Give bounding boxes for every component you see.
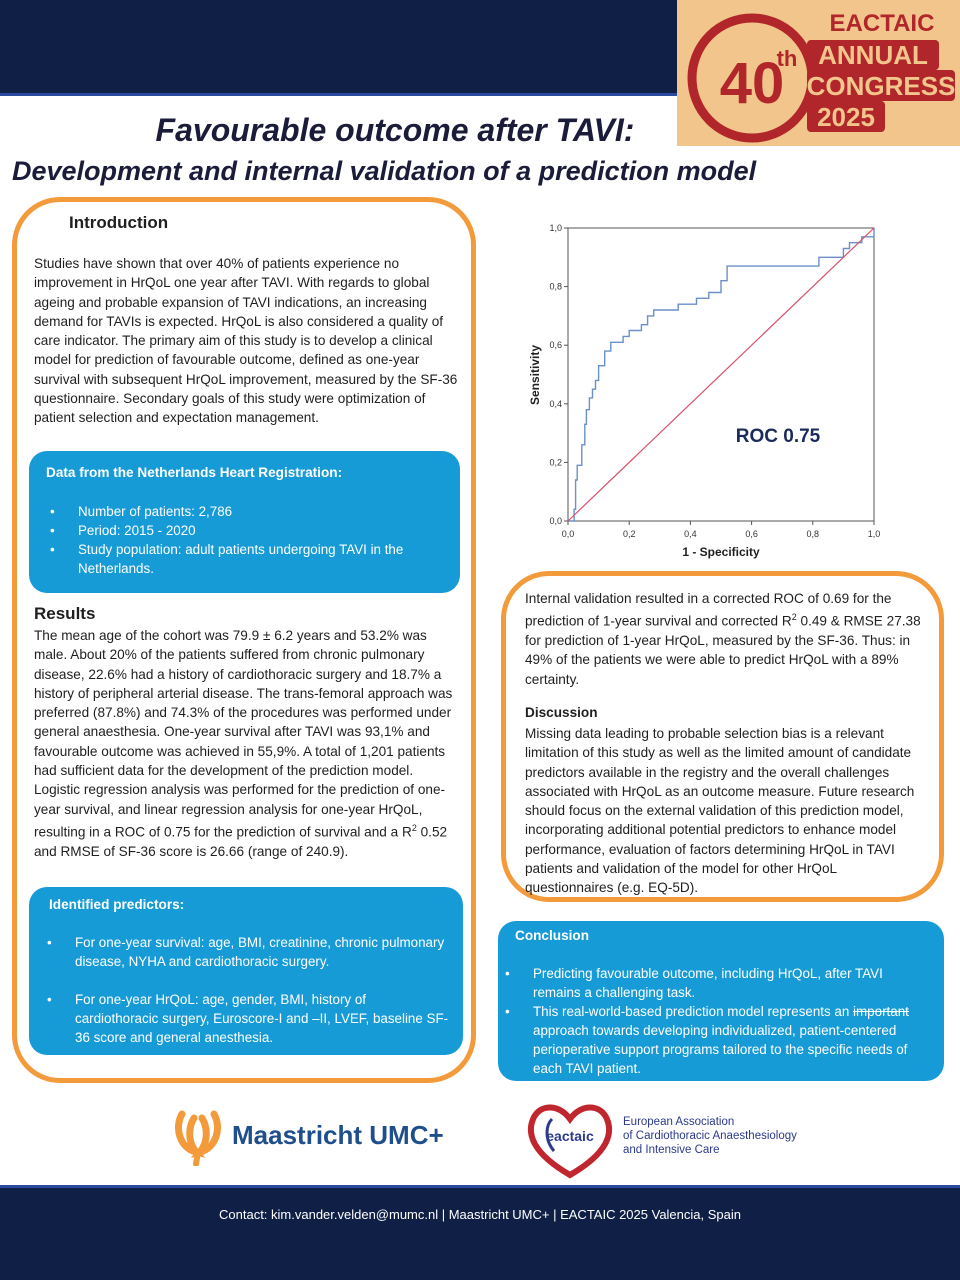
results-text-tail: 0.52 and RMSE of SF-36 score is 26.66 (range of 240.9). bbox=[34, 824, 448, 859]
eactaic-mark-text: eactaic bbox=[546, 1128, 594, 1144]
footer-band bbox=[0, 1185, 960, 1280]
x-tick-label: 0,2 bbox=[622, 529, 636, 539]
results-text-main: The mean age of the cohort was 79.9 ± 6.2 years and 53.2% was male. About 20% of the patients suffered from chronic pulmonary disease, 22.6% had a history of cardiothoracic surgery and 18.7% a history of peripheral arterial disease. The trans-femoral approach was preferred (87.8%) and 74.3% of the procedures was performed under general anaesthesia. One-year survival after TAVI was 93,1% and favourable outcome was achieved in 55,9%. A total of 1,201 patients had sufficient data for the development of the prediction model. Logistic regression analysis was performed for the prediction of one-year survival, and linear regression analysis for one-year HrQoL, resulting in a ROC of 0.75 for the prediction of survival and a R bbox=[34, 628, 453, 840]
y-tick-label: 1,0 bbox=[549, 223, 562, 233]
predictors-list bbox=[43, 933, 451, 1047]
predictors-heading: Identified predictors: bbox=[49, 897, 185, 912]
conclusion-item bbox=[501, 1002, 931, 1078]
roc-y-axis-label: Sensitivity bbox=[528, 344, 542, 406]
poster-title: Favourable outcome after TAVI: bbox=[155, 112, 635, 148]
registry-item: • Study population: adult patients undergoing TAVI in the Netherlands. bbox=[46, 540, 451, 578]
poster-subtitle: Development and internal validation of a prediction model bbox=[12, 156, 757, 186]
registry-heading: Data from the Netherlands Heart Registration: bbox=[46, 465, 343, 480]
mumc-logo-mark bbox=[174, 1108, 224, 1166]
results-text bbox=[34, 626, 458, 861]
congress-org: EACTAIC bbox=[829, 10, 935, 37]
x-tick-label: 1,0 bbox=[867, 529, 881, 539]
conclusion-item: • Predicting favourable outcome, including HrQoL, after TAVI remains a challenging task. bbox=[501, 964, 931, 1002]
eactaic-heart-mark bbox=[524, 1103, 616, 1179]
registry-box bbox=[29, 451, 460, 593]
y-tick-label: 0,0 bbox=[549, 516, 562, 526]
eactaic-logo-text bbox=[623, 1115, 797, 1157]
roc-x-axis-label: 1 - Specificity bbox=[682, 545, 760, 559]
y-tick-label: 0,8 bbox=[549, 281, 562, 292]
mumc-logo bbox=[174, 1108, 474, 1168]
congress-line2: CONGRESS bbox=[806, 71, 956, 101]
results-superscript: 2 bbox=[411, 822, 417, 833]
roc-annotation: ROC 0.75 bbox=[735, 426, 821, 447]
registry-list bbox=[46, 502, 451, 578]
eactaic-line-3: and Intensive Care bbox=[623, 1144, 720, 1156]
x-tick-label: 0,8 bbox=[806, 529, 820, 539]
eactaic-logo bbox=[524, 1103, 824, 1179]
x-tick-label: 0,4 bbox=[684, 529, 697, 539]
registry-item: • Number of patients: 2,786 bbox=[46, 502, 451, 521]
validation-text bbox=[525, 589, 927, 689]
conclusion-item2-start: This real-world-based prediction model represents an bbox=[533, 1004, 854, 1019]
conclusion-list bbox=[501, 964, 931, 1078]
x-tick-label: 0,0 bbox=[561, 529, 575, 539]
discussion-heading: Discussion bbox=[525, 705, 598, 720]
y-tick-label: 0,6 bbox=[549, 340, 562, 351]
congress-number: 40 bbox=[719, 51, 785, 116]
introduction-text: Studies have shown that over 40% of patients experience no improvement in HrQoL one year after TAVI. With regards to global ageing and probable expansion of TAVI indications, an increasing demand for TAVIs is expected. HrQoL is also considered a quality of care indicator. The primary aim of this study is to develop a clinical model for prediction of favourable outcome, defined as one-year survival with subsequent HrQoL improvement, measured by the SF-36 questionnaire. Secondary goals of this study were optimization of patient selection and expectation management. bbox=[34, 256, 458, 426]
conclusion-heading: Conclusion bbox=[515, 928, 590, 943]
introduction-heading: Introduction bbox=[69, 213, 169, 232]
discussion-text: Missing data leading to probable selection bias is a relevant limitation of this study as well as the limited amount of candidate predictors available in the registry and the overall challenges associated with HrQoL as an outcome measure. Future research should focus on the external validation of this prediction model, incorporating additional potential predictors to enhance model performance, evaluation of factors determining HrQoL in TAVI patients and validation of the model for other HrQoL questionnaires (e.g. EQ-5D). bbox=[525, 726, 915, 896]
congress-line1: ANNUAL bbox=[818, 40, 928, 70]
predictor-item: • For one-year HrQoL: age, gender, BMI, history of cardiothoracic surgery, Euroscore-I and –II, LVEF, baseline SF-36 score and general anesthesia. bbox=[43, 990, 451, 1047]
conclusion-item2-end: approach towards developing individualized, patient-centered perioperative support programs tailored to the specific needs of each TAVI patient. bbox=[533, 1023, 908, 1076]
eactaic-line-1: European Association bbox=[623, 1116, 735, 1128]
footer-contact: Contact: kim.vander.velden@mumc.nl | Maastricht UMC+ | EACTAIC 2025 Valencia, Spain bbox=[219, 1207, 741, 1222]
registry-item: • Period: 2015 - 2020 bbox=[46, 521, 451, 540]
validation-text-a: Internal validation resulted in a corrected ROC of 0.69 for the prediction of 1-year survival and corrected R bbox=[525, 591, 892, 629]
results-heading: Results bbox=[34, 604, 96, 623]
conclusion-struck-word: important bbox=[853, 1004, 909, 1019]
mumc-logo-text: Maastricht UMC+ bbox=[232, 1120, 444, 1150]
roc-chart bbox=[515, 215, 895, 565]
predictors-box bbox=[29, 887, 463, 1055]
validation-text-b: 0.49 & RMSE 27.38 for prediction of 1-year HrQoL, measured by the SF-36. Thus: in 49% of the patients we were able to predict HrQoL with a 89% certainty. bbox=[525, 613, 921, 687]
conclusion-box bbox=[498, 921, 944, 1081]
predictor-item: • For one-year survival: age, BMI, creatinine, chronic pulmonary disease, NYHA and cardiothoracic surgery. bbox=[43, 933, 451, 971]
y-tick-label: 0,4 bbox=[549, 398, 562, 409]
y-tick-label: 0,2 bbox=[549, 457, 562, 468]
congress-number-suffix: th bbox=[776, 46, 798, 71]
validation-superscript: 2 bbox=[791, 612, 797, 623]
x-tick-label: 0,6 bbox=[745, 529, 758, 539]
eactaic-line-2: of Cardiothoracic Anaesthesiology bbox=[623, 1130, 797, 1142]
congress-year: 2025 bbox=[817, 102, 875, 132]
